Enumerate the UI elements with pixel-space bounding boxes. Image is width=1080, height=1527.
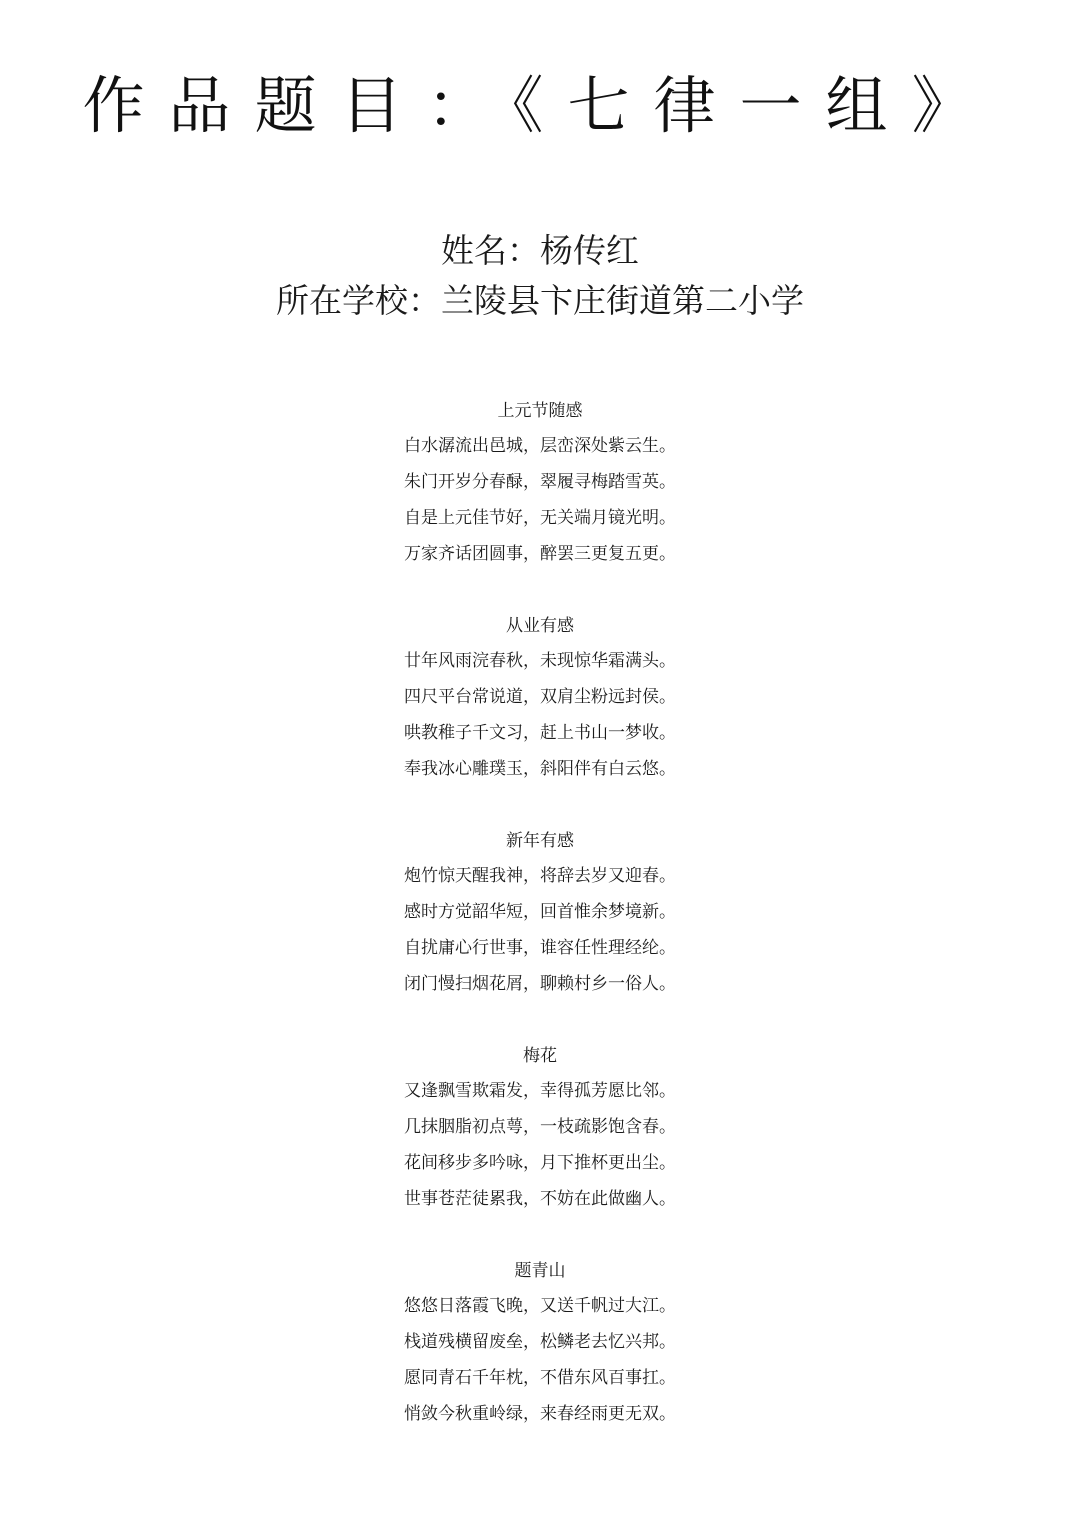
poem-line: 炮竹惊天醒我神，将辞去岁又迎春。 bbox=[404, 866, 676, 886]
poem-line: 自是上元佳节好，无关端月镜光明。 bbox=[404, 508, 676, 528]
poem-line: 悄敛今秋重岭绿，来春经雨更无双。 bbox=[404, 1404, 676, 1424]
poem-line: 愿同青石千年枕，不借东风百事扛。 bbox=[404, 1368, 676, 1388]
poem-title: 题青山 bbox=[514, 1261, 566, 1281]
poem-3 bbox=[0, 824, 1080, 1039]
poem-line: 万家齐话团圆事，醉罢三更复五更。 bbox=[404, 544, 676, 564]
poem-line: 感时方觉韶华短，回首惟余梦境新。 bbox=[404, 902, 676, 922]
poem-4 bbox=[0, 1039, 1080, 1254]
poem-line: 廿年风雨浣春秋，未现惊华霜满头。 bbox=[404, 651, 676, 671]
poem-title: 上元节随感 bbox=[497, 401, 583, 421]
poem-list bbox=[0, 394, 1080, 1469]
poem-1 bbox=[0, 394, 1080, 609]
author-school: 所在学校：兰陵县卞庄街道第二小学 bbox=[276, 281, 804, 320]
poem-line: 几抹胭脂初点萼，一枝疏影饱含春。 bbox=[404, 1117, 676, 1137]
poem-line: 奉我冰心雕璞玉，斜阳伴有白云悠。 bbox=[404, 759, 676, 779]
poem-line: 白水潺流出邑城，层峦深处紫云生。 bbox=[404, 436, 676, 456]
poem-line: 哄教稚子千文习，赶上书山一梦收。 bbox=[404, 723, 676, 743]
poem-line: 世事苍茫徒累我，不妨在此做幽人。 bbox=[404, 1189, 676, 1209]
page-title: 作品题目：《七律一组》 bbox=[82, 69, 998, 142]
poem-line: 四尺平台常说道，双肩尘粉远封侯。 bbox=[404, 687, 676, 707]
poem-5 bbox=[0, 1254, 1080, 1469]
poem-line: 朱门开岁分春醁，翠履寻梅踏雪英。 bbox=[404, 472, 676, 492]
poem-line: 闭门慢扫烟花屑，聊赖村乡一俗人。 bbox=[404, 974, 676, 994]
poem-line: 栈道残横留废垒，松鳞老去忆兴邦。 bbox=[404, 1332, 676, 1352]
poem-line: 自扰庸心行世事，谁容任性理经纶。 bbox=[404, 938, 676, 958]
poem-title: 新年有感 bbox=[506, 831, 574, 851]
poem-line: 花间移步多吟咏，月下推杯更出尘。 bbox=[404, 1153, 676, 1173]
poem-line: 又逢飘雪欺霜发，幸得孤芳愿比邻。 bbox=[404, 1081, 676, 1101]
poem-title: 梅花 bbox=[523, 1046, 557, 1066]
author-name: 姓名：杨传红 bbox=[441, 231, 639, 270]
poem-2 bbox=[0, 609, 1080, 824]
poem-line: 悠悠日落霞飞晚，又送千帆过大江。 bbox=[404, 1296, 676, 1316]
poem-title: 从业有感 bbox=[506, 616, 574, 636]
author-info bbox=[0, 226, 1080, 326]
